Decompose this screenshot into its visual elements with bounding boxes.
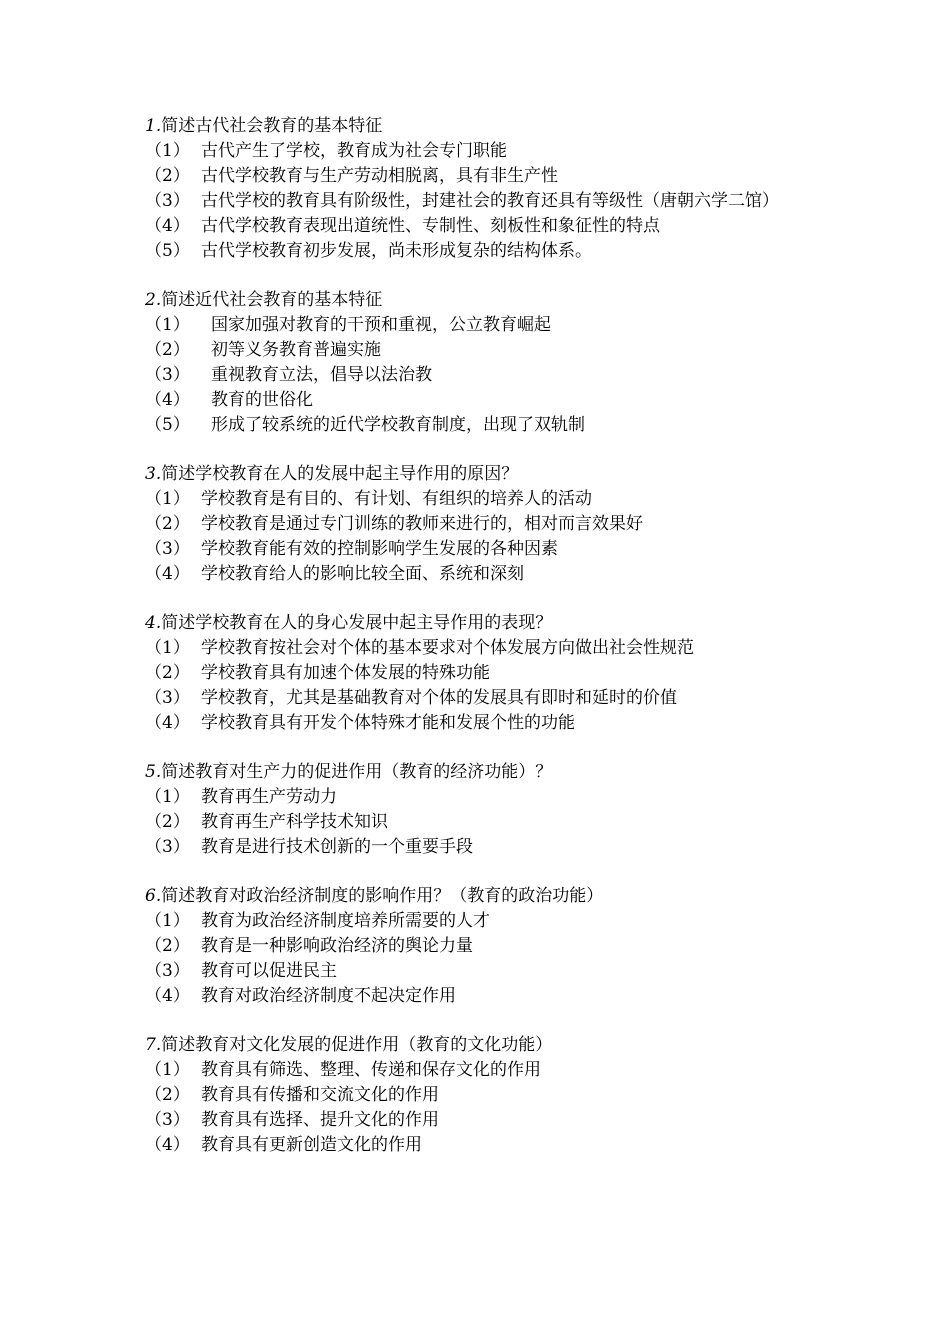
- item-text: 古代产生了学校，教育成为社会专门职能: [201, 141, 507, 161]
- section-title-text: 简述教育对政治经济制度的影响作用？（教育的政治功能）: [161, 886, 604, 906]
- section-number: 7.: [145, 1035, 162, 1055]
- item-index: （2）: [145, 1085, 190, 1105]
- section-title: [145, 884, 805, 909]
- list-item: [145, 1133, 805, 1158]
- section-title: [145, 1033, 805, 1058]
- item-index: （3）: [145, 365, 190, 385]
- item-text: 学校教育，尤其是基础教育对个体的发展具有即时和延时的价值: [201, 688, 677, 708]
- section-3: [145, 462, 805, 587]
- item-text: 教育是一种影响政治经济的舆论力量: [201, 936, 473, 956]
- list-item: [145, 164, 805, 189]
- section-number: 1.: [145, 116, 162, 136]
- item-index: （1）: [145, 638, 190, 658]
- list-item: [145, 189, 805, 214]
- section-number: 6.: [145, 886, 162, 906]
- list-item: [145, 934, 805, 959]
- item-text: 教育具有传播和交流文化的作用: [201, 1085, 439, 1105]
- item-text: 重视教育立法，倡导以法治教: [211, 365, 432, 385]
- item-index: （2）: [145, 812, 190, 832]
- section-2: [145, 288, 805, 438]
- item-index: （5）: [145, 241, 190, 261]
- section-title-text: 简述教育对文化发展的促进作用（教育的文化功能）: [161, 1035, 553, 1055]
- item-text: 学校教育具有加速个体发展的特殊功能: [201, 663, 490, 683]
- item-text: 教育的世俗化: [211, 390, 313, 410]
- item-text: 初等义务教育普遍实施: [211, 340, 381, 360]
- list-item: [145, 139, 805, 164]
- section-title: [145, 114, 805, 139]
- section-title: [145, 288, 805, 313]
- section-title: [145, 611, 805, 636]
- item-index: （1）: [145, 911, 190, 931]
- item-text: 学校教育具有开发个体特殊才能和发展个性的功能: [201, 713, 575, 733]
- section-title: [145, 462, 805, 487]
- item-text: 古代学校教育表现出道统性、专制性、刻板性和象征性的特点: [201, 216, 660, 236]
- item-index: （1）: [145, 1060, 190, 1080]
- section-number: 3.: [145, 464, 162, 484]
- item-text: 学校教育能有效的控制影响学生发展的各种因素: [201, 539, 558, 559]
- document-page: [145, 114, 805, 1182]
- list-item: [145, 512, 805, 537]
- item-index: （4）: [145, 390, 190, 410]
- list-item: [145, 1083, 805, 1108]
- section-5: [145, 760, 805, 860]
- list-item: [145, 313, 805, 338]
- item-index: （3）: [145, 191, 190, 211]
- item-text: 教育具有更新创造文化的作用: [201, 1135, 422, 1155]
- list-item: [145, 711, 805, 736]
- item-index: （2）: [145, 166, 190, 186]
- item-index: （4）: [145, 986, 190, 1006]
- item-text: 古代学校教育与生产劳动相脱离，具有非生产性: [201, 166, 558, 186]
- item-index: （1）: [145, 141, 190, 161]
- item-text: 古代学校的教育具有阶级性，封建社会的教育还具有等级性（唐朝六学二馆）: [201, 191, 779, 211]
- item-text: 古代学校教育初步发展，尚未形成复杂的结构体系。: [201, 241, 592, 261]
- item-index: （2）: [145, 514, 190, 534]
- item-text: 形成了较系统的近代学校教育制度，出现了双轨制: [211, 415, 585, 435]
- section-4: [145, 611, 805, 736]
- section-title-text: 简述学校教育在人的发展中起主导作用的原因？: [161, 464, 519, 484]
- section-title-text: 简述教育对生产力的促进作用（教育的经济功能）？: [161, 762, 553, 782]
- list-item: [145, 214, 805, 239]
- item-text: 教育是进行技术创新的一个重要手段: [201, 837, 473, 857]
- list-item: [145, 785, 805, 810]
- list-item: [145, 835, 805, 860]
- list-item: [145, 562, 805, 587]
- list-item: [145, 338, 805, 363]
- item-index: （3）: [145, 539, 190, 559]
- item-text: 教育为政治经济制度培养所需要的人才: [201, 911, 490, 931]
- item-text: 教育再生产科学技术知识: [201, 812, 388, 832]
- item-index: （3）: [145, 688, 190, 708]
- item-text: 教育再生产劳动力: [201, 787, 337, 807]
- item-index: （5）: [145, 415, 190, 435]
- list-item: [145, 661, 805, 686]
- section-title-text: 简述学校教育在人的身心发展中起主导作用的表现？: [161, 613, 553, 633]
- item-index: （2）: [145, 663, 190, 683]
- section-6: [145, 884, 805, 1009]
- item-index: （1）: [145, 315, 190, 335]
- list-item: [145, 388, 805, 413]
- item-index: （2）: [145, 340, 190, 360]
- item-text: 学校教育给人的影响比较全面、系统和深刻: [201, 564, 524, 584]
- item-text: 教育对政治经济制度不起决定作用: [201, 986, 456, 1006]
- list-item: [145, 1058, 805, 1083]
- section-number: 4.: [145, 613, 162, 633]
- section-title: [145, 760, 805, 785]
- item-text: 教育具有选择、提升文化的作用: [201, 1110, 439, 1130]
- item-index: （4）: [145, 216, 190, 236]
- list-item: [145, 363, 805, 388]
- list-item: [145, 909, 805, 934]
- section-7: [145, 1033, 805, 1158]
- item-index: （3）: [145, 837, 190, 857]
- list-item: [145, 537, 805, 562]
- section-title-text: 简述近代社会教育的基本特征: [161, 290, 383, 310]
- item-index: （1）: [145, 787, 190, 807]
- list-item: [145, 636, 805, 661]
- item-text: 学校教育是通过专门训练的教师来进行的，相对而言效果好: [201, 514, 643, 534]
- item-text: 教育具有筛选、整理、传递和保存文化的作用: [201, 1060, 541, 1080]
- item-text: 国家加强对教育的干预和重视，公立教育崛起: [211, 315, 551, 335]
- list-item: [145, 686, 805, 711]
- item-index: （4）: [145, 713, 190, 733]
- list-item: [145, 239, 805, 264]
- item-text: 学校教育按社会对个体的基本要求对个体发展方向做出社会性规范: [201, 638, 694, 658]
- item-text: 教育可以促进民主: [201, 961, 337, 981]
- item-index: （1）: [145, 489, 190, 509]
- item-index: （4）: [145, 564, 190, 584]
- list-item: [145, 959, 805, 984]
- section-1: [145, 114, 805, 264]
- item-index: （2）: [145, 936, 190, 956]
- item-index: （3）: [145, 1110, 190, 1130]
- list-item: [145, 413, 805, 438]
- item-index: （4）: [145, 1135, 190, 1155]
- item-index: （3）: [145, 961, 190, 981]
- section-title-text: 简述古代社会教育的基本特征: [161, 116, 383, 136]
- item-text: 学校教育是有目的、有计划、有组织的培养人的活动: [201, 489, 592, 509]
- list-item: [145, 487, 805, 512]
- section-number: 2.: [145, 290, 162, 310]
- section-number: 5.: [145, 762, 162, 782]
- list-item: [145, 1108, 805, 1133]
- list-item: [145, 984, 805, 1009]
- list-item: [145, 810, 805, 835]
